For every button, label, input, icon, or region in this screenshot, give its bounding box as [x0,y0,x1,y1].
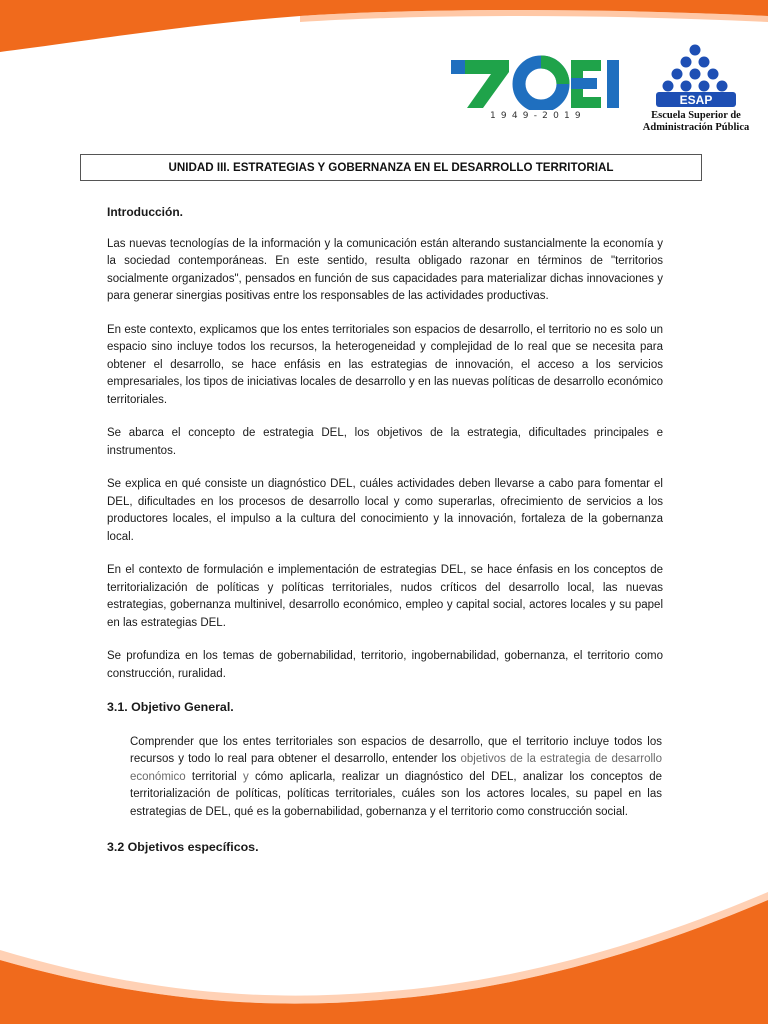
general-objective-heading: 3.1. Objetivo General. [107,700,234,714]
paragraph-5: En el contexto de formulación e implementación de estrategias DEL, se hace énfasis en los conceptos de territorialización de políticas y políticas territoriales, nudos críticos del desarrollo local, las nuevas estrategias, gobernanza multinivel, desarrollo económico, empleo y capital social, actores locales y su papel en las estrategias DEL. [107,564,663,629]
unit-title-box [80,154,702,181]
letter-i [607,60,619,108]
objective-part-1: Comprender que los entes territoriales son espacios de desarrollo, que el territorio incluye todos los recursos y todo lo real para obtener el desarrollo, entender los [130,735,662,765]
seven-blue-accent [451,60,465,74]
zero-green-part [541,62,563,84]
logo-years: 1949-2019 [490,111,586,121]
letter-e-bottom [571,97,601,108]
oei-70-logo [449,50,624,110]
unit-title: UNIDAD III. ESTRATEGIAS Y GOBERNANZA EN EL DESARROLLO TERRITORIAL [168,161,614,174]
esap-logo-text: ESAP [679,93,713,107]
objective-part-2: objetivos de la estrategia de desarrollo económico [130,753,663,783]
esap-name-line2: Administración Pública [642,122,750,133]
paragraph-3: Se abarca el concepto de estrategia DEL, los objetivos de la estrategia, dificultades principales e instrumentos. [107,427,663,457]
esap-institution-name [636,110,756,134]
letter-e-top [571,60,601,71]
objective-part-3: territorial [185,770,243,783]
intro-heading: Introducción. [107,205,183,219]
specific-objectives-heading: 3.2 Objetivos específicos. [107,840,259,854]
esap-logo [650,44,745,108]
paragraph-4: Se explica en qué consiste un diagnóstico DEL, cuáles actividades deben llevarse a cabo para fomentar el DEL, dificultades en los procesos de desarrollo local y como superarlas, ofrecimiento de servicios a los productores locales, el impulso a la cultura del conocimiento y la innovación, fortaleza de la gobernanza local. [107,478,663,543]
document-body [107,204,663,874]
objective-part-5: cómo aplicarla, realizar un diagnóstico del DEL, analizar los conceptos de territorialización de políticas, políticas territoriales, cuáles son los actores locales, su papel en las estrategias de DEL, qué es la gobernabilidad, gobernanza y el territorio como construcción social. [130,770,662,818]
bottom-orange-wave [0,900,768,1024]
general-objective-text [130,734,662,822]
paragraph-6: Se profundiza en los temas de gobernabilidad, territorio, ingobernabilidad, gobernanza, el territorio como construcción, ruralidad. [107,650,663,680]
esap-name-line1: Escuela Superior de [651,110,741,121]
paragraph-2: En este contexto, explicamos que los entes territoriales son espacios de desarrollo, el territorio no es solo un espacio sino incluye todos los recursos, la heterogeneidad y complejidad de lo real que se necesita para obtener el desarrollo, se hace enfásis en las estrategias de innovación, el acceso a los servicios empresariales, los tipos de iniciativas locales de desarrollo y en las nuevas políticas de desarrollo económico territoriales. [107,323,663,406]
objective-part-4: y [242,770,249,783]
paragraph-1: Las nuevas tecnologías de la información y la comunicación están alterando sustancialmente la economía y la sociedad contemporáneas. En este sentido, resulta obligado razonar en términos de "territorios socialmente organizados", pensados en función de sus capacidades para materializar dichas innovaciones y para generar sinergias positivas entre los responsables de las actividades productivas. [107,237,663,302]
letter-e-mid [571,78,597,89]
